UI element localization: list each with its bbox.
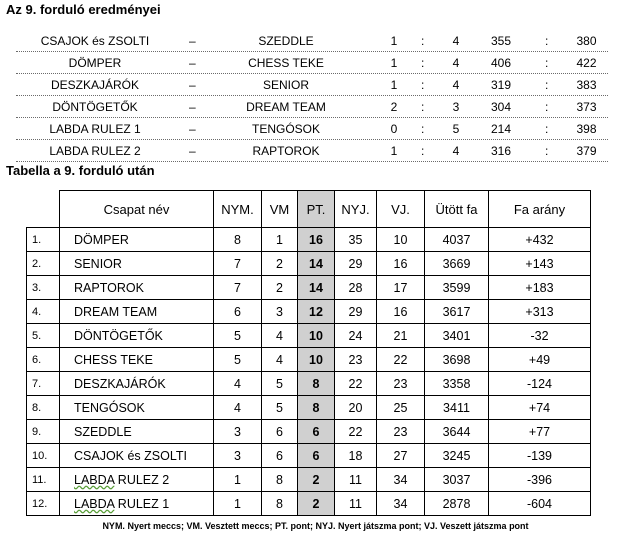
away-team: CHESS TEKE (248, 56, 324, 70)
pin-ratio-cell: +432 (489, 228, 591, 252)
nyj-cell: 28 (335, 276, 377, 300)
pins-cell: 3358 (425, 372, 489, 396)
team-name-cell: TENGÓSOK (60, 396, 214, 420)
vj-cell: 17 (377, 276, 425, 300)
vm-cell: 6 (262, 444, 298, 468)
away-team: DREAM TEAM (246, 100, 326, 114)
pt-cell: 8 (298, 396, 335, 420)
versus-dash: – (189, 122, 196, 136)
pins-separator: : (545, 56, 549, 70)
spellcheck-underline: LABDA (74, 496, 115, 511)
vm-cell: 1 (262, 228, 298, 252)
away-team: RAPTOROK (252, 144, 320, 158)
vm-cell: 5 (262, 372, 298, 396)
table-row (27, 396, 591, 420)
nyj-cell: 35 (335, 228, 377, 252)
rank-cell: 3. (27, 276, 60, 300)
table-row (27, 252, 591, 276)
spellcheck-underline: LABDA (74, 472, 115, 487)
rank-cell: 1. (27, 228, 60, 252)
result-row (16, 118, 608, 140)
home-match-points: 1 (390, 34, 398, 48)
vm-cell: 4 (262, 324, 298, 348)
away-pins: 373 (576, 100, 597, 114)
home-match-points: 1 (390, 56, 398, 70)
away-pins: 379 (576, 144, 597, 158)
team-name-cell: DREAM TEAM (60, 300, 214, 324)
home-pins: 319 (490, 78, 512, 92)
vj-cell: 34 (377, 492, 425, 516)
pin-ratio-cell: +183 (489, 276, 591, 300)
table-row (27, 348, 591, 372)
pt-cell: 10 (298, 348, 335, 372)
nym-cell: 4 (214, 372, 262, 396)
versus-dash: – (189, 34, 196, 48)
away-match-points: 4 (452, 78, 460, 92)
vj-cell: 10 (377, 228, 425, 252)
header-pin-ratio: Fa arány (489, 191, 591, 228)
home-team: LABDA RULEZ 2 (49, 144, 141, 158)
home-match-points: 1 (390, 144, 398, 158)
pins-cell: 3401 (425, 324, 489, 348)
score-separator: : (421, 56, 425, 70)
vj-cell: 16 (377, 252, 425, 276)
pt-cell: 8 (298, 372, 335, 396)
result-row (16, 52, 608, 74)
score-separator: : (421, 34, 425, 48)
rank-cell: 12. (27, 492, 60, 516)
team-name-cell: CHESS TEKE (60, 348, 214, 372)
nym-cell: 6 (214, 300, 262, 324)
pins-cell: 3617 (425, 300, 489, 324)
pins-separator: : (545, 100, 549, 114)
home-pins: 316 (490, 144, 512, 158)
team-name-cell: RAPTOROK (60, 276, 214, 300)
footnote: NYM. Nyert meccs; VM. Vesztett meccs; PT. pont; NYJ. Nyert játszma pont; VJ. Veszett játszma pont (102, 521, 529, 531)
versus-dash: – (189, 100, 196, 114)
pins-separator: : (545, 122, 549, 136)
nyj-cell: 11 (335, 492, 377, 516)
header-nyj: NYJ. (335, 191, 377, 228)
pin-ratio-cell: +313 (489, 300, 591, 324)
score-separator: : (421, 100, 425, 114)
vm-cell: 4 (262, 348, 298, 372)
rank-cell: 7. (27, 372, 60, 396)
pins-cell: 3698 (425, 348, 489, 372)
pt-cell: 12 (298, 300, 335, 324)
away-match-points: 4 (452, 56, 460, 70)
vm-cell: 8 (262, 492, 298, 516)
header-pins: Ütött fa (425, 191, 489, 228)
nym-cell: 7 (214, 276, 262, 300)
header-team-name: Csapat név (60, 191, 214, 228)
rank-cell: 6. (27, 348, 60, 372)
vm-cell: 6 (262, 420, 298, 444)
table-row (27, 444, 591, 468)
home-match-points: 0 (390, 122, 398, 136)
table-row (27, 492, 591, 516)
home-team: DÖMPER (68, 56, 122, 70)
header-vj: VJ. (377, 191, 425, 228)
home-pins: 304 (490, 100, 512, 114)
home-team: DÖNTÖGETŐK (52, 100, 138, 114)
away-pins: 383 (576, 78, 597, 92)
pin-ratio-cell: +143 (489, 252, 591, 276)
nym-cell: 1 (214, 492, 262, 516)
results-list (16, 30, 608, 162)
vj-cell: 25 (377, 396, 425, 420)
nyj-cell: 22 (335, 372, 377, 396)
rank-cell: 8. (27, 396, 60, 420)
rank-cell: 4. (27, 300, 60, 324)
standings-table (26, 190, 591, 516)
home-team: CSAJOK és ZSOLTI (40, 34, 150, 48)
table-row (27, 324, 591, 348)
nym-cell: 7 (214, 252, 262, 276)
pins-cell: 3644 (425, 420, 489, 444)
pins-separator: : (545, 34, 549, 48)
nym-cell: 4 (214, 396, 262, 420)
pins-cell: 3037 (425, 468, 489, 492)
away-match-points: 5 (452, 122, 460, 136)
nyj-cell: 23 (335, 348, 377, 372)
table-row (27, 420, 591, 444)
nym-cell: 5 (214, 324, 262, 348)
standings-header-row (27, 191, 591, 228)
pins-cell: 3411 (425, 396, 489, 420)
pin-ratio-cell: -396 (489, 468, 591, 492)
away-pins: 422 (576, 56, 597, 70)
vm-cell: 3 (262, 300, 298, 324)
pin-ratio-cell: -124 (489, 372, 591, 396)
home-match-points: 2 (390, 100, 398, 114)
table-row (27, 276, 591, 300)
away-match-points: 4 (452, 144, 460, 158)
pins-cell: 2878 (425, 492, 489, 516)
header-nym: NYM. (214, 191, 262, 228)
versus-dash: – (189, 56, 196, 70)
away-pins: 380 (576, 34, 597, 48)
nym-cell: 5 (214, 348, 262, 372)
vm-cell: 2 (262, 276, 298, 300)
home-pins: 406 (490, 56, 512, 70)
away-match-points: 3 (452, 100, 460, 114)
result-row (16, 96, 608, 118)
pt-cell: 14 (298, 252, 335, 276)
pins-cell: 4037 (425, 228, 489, 252)
vm-cell: 2 (262, 252, 298, 276)
pins-cell: 3599 (425, 276, 489, 300)
vj-cell: 23 (377, 372, 425, 396)
team-name-cell: DÖMPER (60, 228, 214, 252)
pins-cell: 3245 (425, 444, 489, 468)
header-vm: VM (262, 191, 298, 228)
standings-title: Tabella a 9. forduló után (6, 163, 155, 178)
vj-cell: 34 (377, 468, 425, 492)
vm-cell: 5 (262, 396, 298, 420)
team-name-cell: SZEDDLE (60, 420, 214, 444)
home-pins: 355 (490, 34, 512, 48)
home-pins: 214 (490, 122, 512, 136)
pt-cell: 6 (298, 420, 335, 444)
table-row (27, 372, 591, 396)
away-team: SZEDDLE (258, 34, 314, 48)
nyj-cell: 20 (335, 396, 377, 420)
versus-dash: – (189, 78, 196, 92)
pin-ratio-cell: -139 (489, 444, 591, 468)
score-separator: : (421, 122, 425, 136)
versus-dash: – (189, 144, 196, 158)
away-team: TENGÓSOK (251, 122, 320, 136)
team-name-cell: CSAJOK és ZSOLTI (60, 444, 214, 468)
score-separator: : (421, 144, 425, 158)
vj-cell: 21 (377, 324, 425, 348)
home-match-points: 1 (390, 78, 398, 92)
team-name-cell: LABDA RULEZ 1 (60, 492, 214, 516)
results-title: Az 9. forduló eredményei (6, 2, 161, 17)
nym-cell: 8 (214, 228, 262, 252)
pt-cell: 16 (298, 228, 335, 252)
rank-cell: 9. (27, 420, 60, 444)
vm-cell: 8 (262, 468, 298, 492)
pt-cell: 10 (298, 324, 335, 348)
home-team: LABDA RULEZ 1 (49, 122, 141, 136)
team-name-cell: LABDA RULEZ 2 (60, 468, 214, 492)
header-pt: PT. (298, 191, 335, 228)
pin-ratio-cell: +74 (489, 396, 591, 420)
away-team: SENIOR (262, 78, 309, 92)
nyj-cell: 29 (335, 300, 377, 324)
nyj-cell: 22 (335, 420, 377, 444)
result-row (16, 140, 608, 162)
rank-cell: 5. (27, 324, 60, 348)
team-name-cell: DESZKAJÁRÓK (60, 372, 214, 396)
nym-cell: 1 (214, 468, 262, 492)
nym-cell: 3 (214, 444, 262, 468)
rank-cell: 10. (27, 444, 60, 468)
team-name-cell: DÖNTÖGETŐK (60, 324, 214, 348)
score-separator: : (421, 78, 425, 92)
header-blank-cell (27, 191, 60, 228)
rank-cell: 11. (27, 468, 60, 492)
home-team: DESZKAJÁRÓK (50, 78, 140, 92)
table-row (27, 468, 591, 492)
away-pins: 398 (576, 122, 597, 136)
nym-cell: 3 (214, 420, 262, 444)
pins-separator: : (545, 78, 549, 92)
pin-ratio-cell: +77 (489, 420, 591, 444)
away-match-points: 4 (452, 34, 460, 48)
team-name-cell: SENIOR (60, 252, 214, 276)
vj-cell: 23 (377, 420, 425, 444)
pin-ratio-cell: +49 (489, 348, 591, 372)
vj-cell: 27 (377, 444, 425, 468)
pin-ratio-cell: -604 (489, 492, 591, 516)
result-row (16, 30, 608, 52)
nyj-cell: 29 (335, 252, 377, 276)
pin-ratio-cell: -32 (489, 324, 591, 348)
pt-cell: 6 (298, 444, 335, 468)
table-row (27, 300, 591, 324)
nyj-cell: 11 (335, 468, 377, 492)
result-row (16, 74, 608, 96)
rank-cell: 2. (27, 252, 60, 276)
vj-cell: 22 (377, 348, 425, 372)
pins-separator: : (545, 144, 549, 158)
vj-cell: 16 (377, 300, 425, 324)
table-row (27, 228, 591, 252)
pins-cell: 3669 (425, 252, 489, 276)
pt-cell: 2 (298, 468, 335, 492)
pt-cell: 2 (298, 492, 335, 516)
nyj-cell: 18 (335, 444, 377, 468)
nyj-cell: 24 (335, 324, 377, 348)
pt-cell: 14 (298, 276, 335, 300)
